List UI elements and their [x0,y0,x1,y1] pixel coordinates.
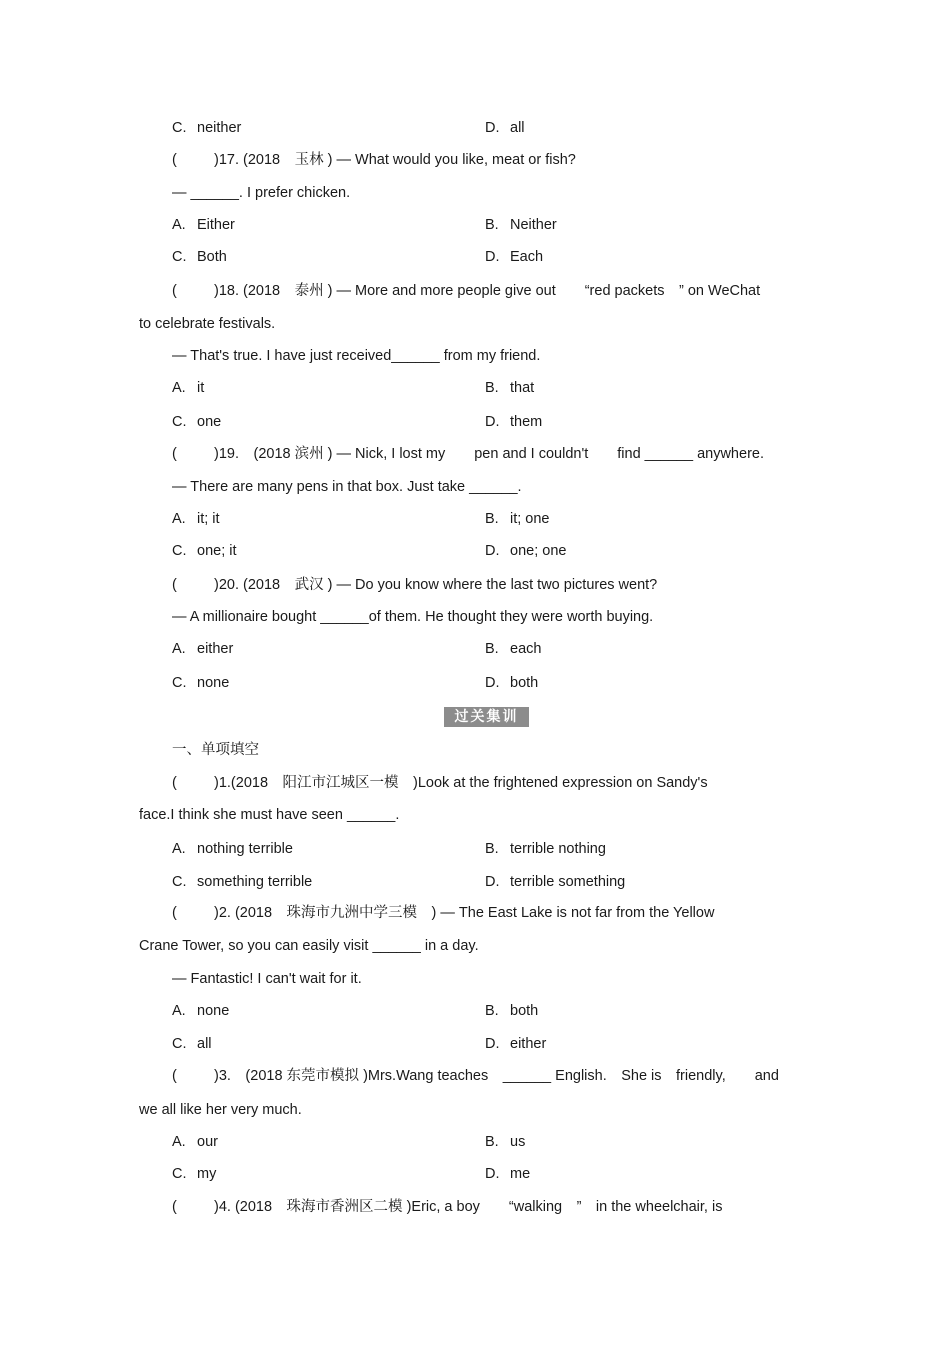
option-c: C. something terrible [172,874,313,890]
question-20: ( )20. (2018 武汉 ) — Do you know where the last two pictures went? [172,577,658,593]
option-b: B. it; one [485,511,550,527]
option-d: D. terrible something [485,874,626,890]
option-d: D. all [485,120,525,136]
section-banner: 过关集训 [444,707,529,727]
practice-question-3: ( )3. (2018 东莞市模拟 )Mrs.Wang teaches ______ English. She is friendly, and [172,1068,779,1084]
question-18-cont: to celebrate festivals. [139,316,276,332]
section-title: 一、单项填空 [172,742,259,758]
option-d: D. me [485,1166,531,1182]
option-c: C. one; it [172,543,237,559]
option-b: B. terrible nothing [485,841,606,857]
practice-question-1-cont: face.I think she must have seen ______. [139,807,400,823]
question-19: ( )19. (2018 滨州 ) — Nick, I lost my pen and I couldn't find ______ anywhere. [172,446,764,462]
option-c: C. one [172,414,222,430]
option-c: C. neither [172,120,242,136]
practice-question-3-cont: we all like her very much. [139,1102,302,1118]
practice-question-2: ( )2. (2018 珠海市九洲中学三模 ) — The East Lake is not far from the Yellow [172,905,715,921]
option-a: A. our [172,1134,218,1150]
practice-question-2-reply: — Fantastic! I can't wait for it. [172,971,362,987]
practice-question-4: ( )4. (2018 珠海市香洲区二模 )Eric, a boy “walking ” in the wheelchair, is [172,1199,723,1215]
option-d: D. Each [485,249,544,265]
option-a: A. Either [172,217,235,233]
question-18-reply: — That's true. I have just received______ from my friend. [172,348,541,364]
option-d: D. them [485,414,543,430]
option-c: C. my [172,1166,217,1182]
option-b: B. Neither [485,217,557,233]
practice-question-1: ( )1.(2018 阳江市江城区一模 )Look at the frightened expression on Sandy's [172,775,708,791]
option-a: A. it; it [172,511,220,527]
question-19-reply: — There are many pens in that box. Just take ______. [172,479,522,495]
question-17-reply: — ______. I prefer chicken. [172,185,351,201]
option-a: A. nothing terrible [172,841,293,857]
option-a: A. it [172,380,205,396]
practice-question-2-cont: Crane Tower, so you can easily visit ______ in a day. [139,938,479,954]
option-b: B. us [485,1134,526,1150]
option-c: C. all [172,1036,212,1052]
option-d: D. both [485,675,539,691]
option-b: B. both [485,1003,539,1019]
option-c: C. Both [172,249,227,265]
option-b: B. that [485,380,535,396]
option-d: D. one; one [485,543,567,559]
option-d: D. either [485,1036,547,1052]
question-18: ( )18. (2018 泰州 ) — More and more people give out “red packets ” on WeChat [172,283,761,299]
option-a: A. either [172,641,234,657]
question-17: ( )17. (2018 玉林 ) — What would you like, meat or fish? [172,152,576,168]
option-a: A. none [172,1003,230,1019]
question-20-reply: — A millionaire bought ______of them. He thought they were worth buying. [172,609,654,625]
option-b: B. each [485,641,542,657]
option-c: C. none [172,675,230,691]
